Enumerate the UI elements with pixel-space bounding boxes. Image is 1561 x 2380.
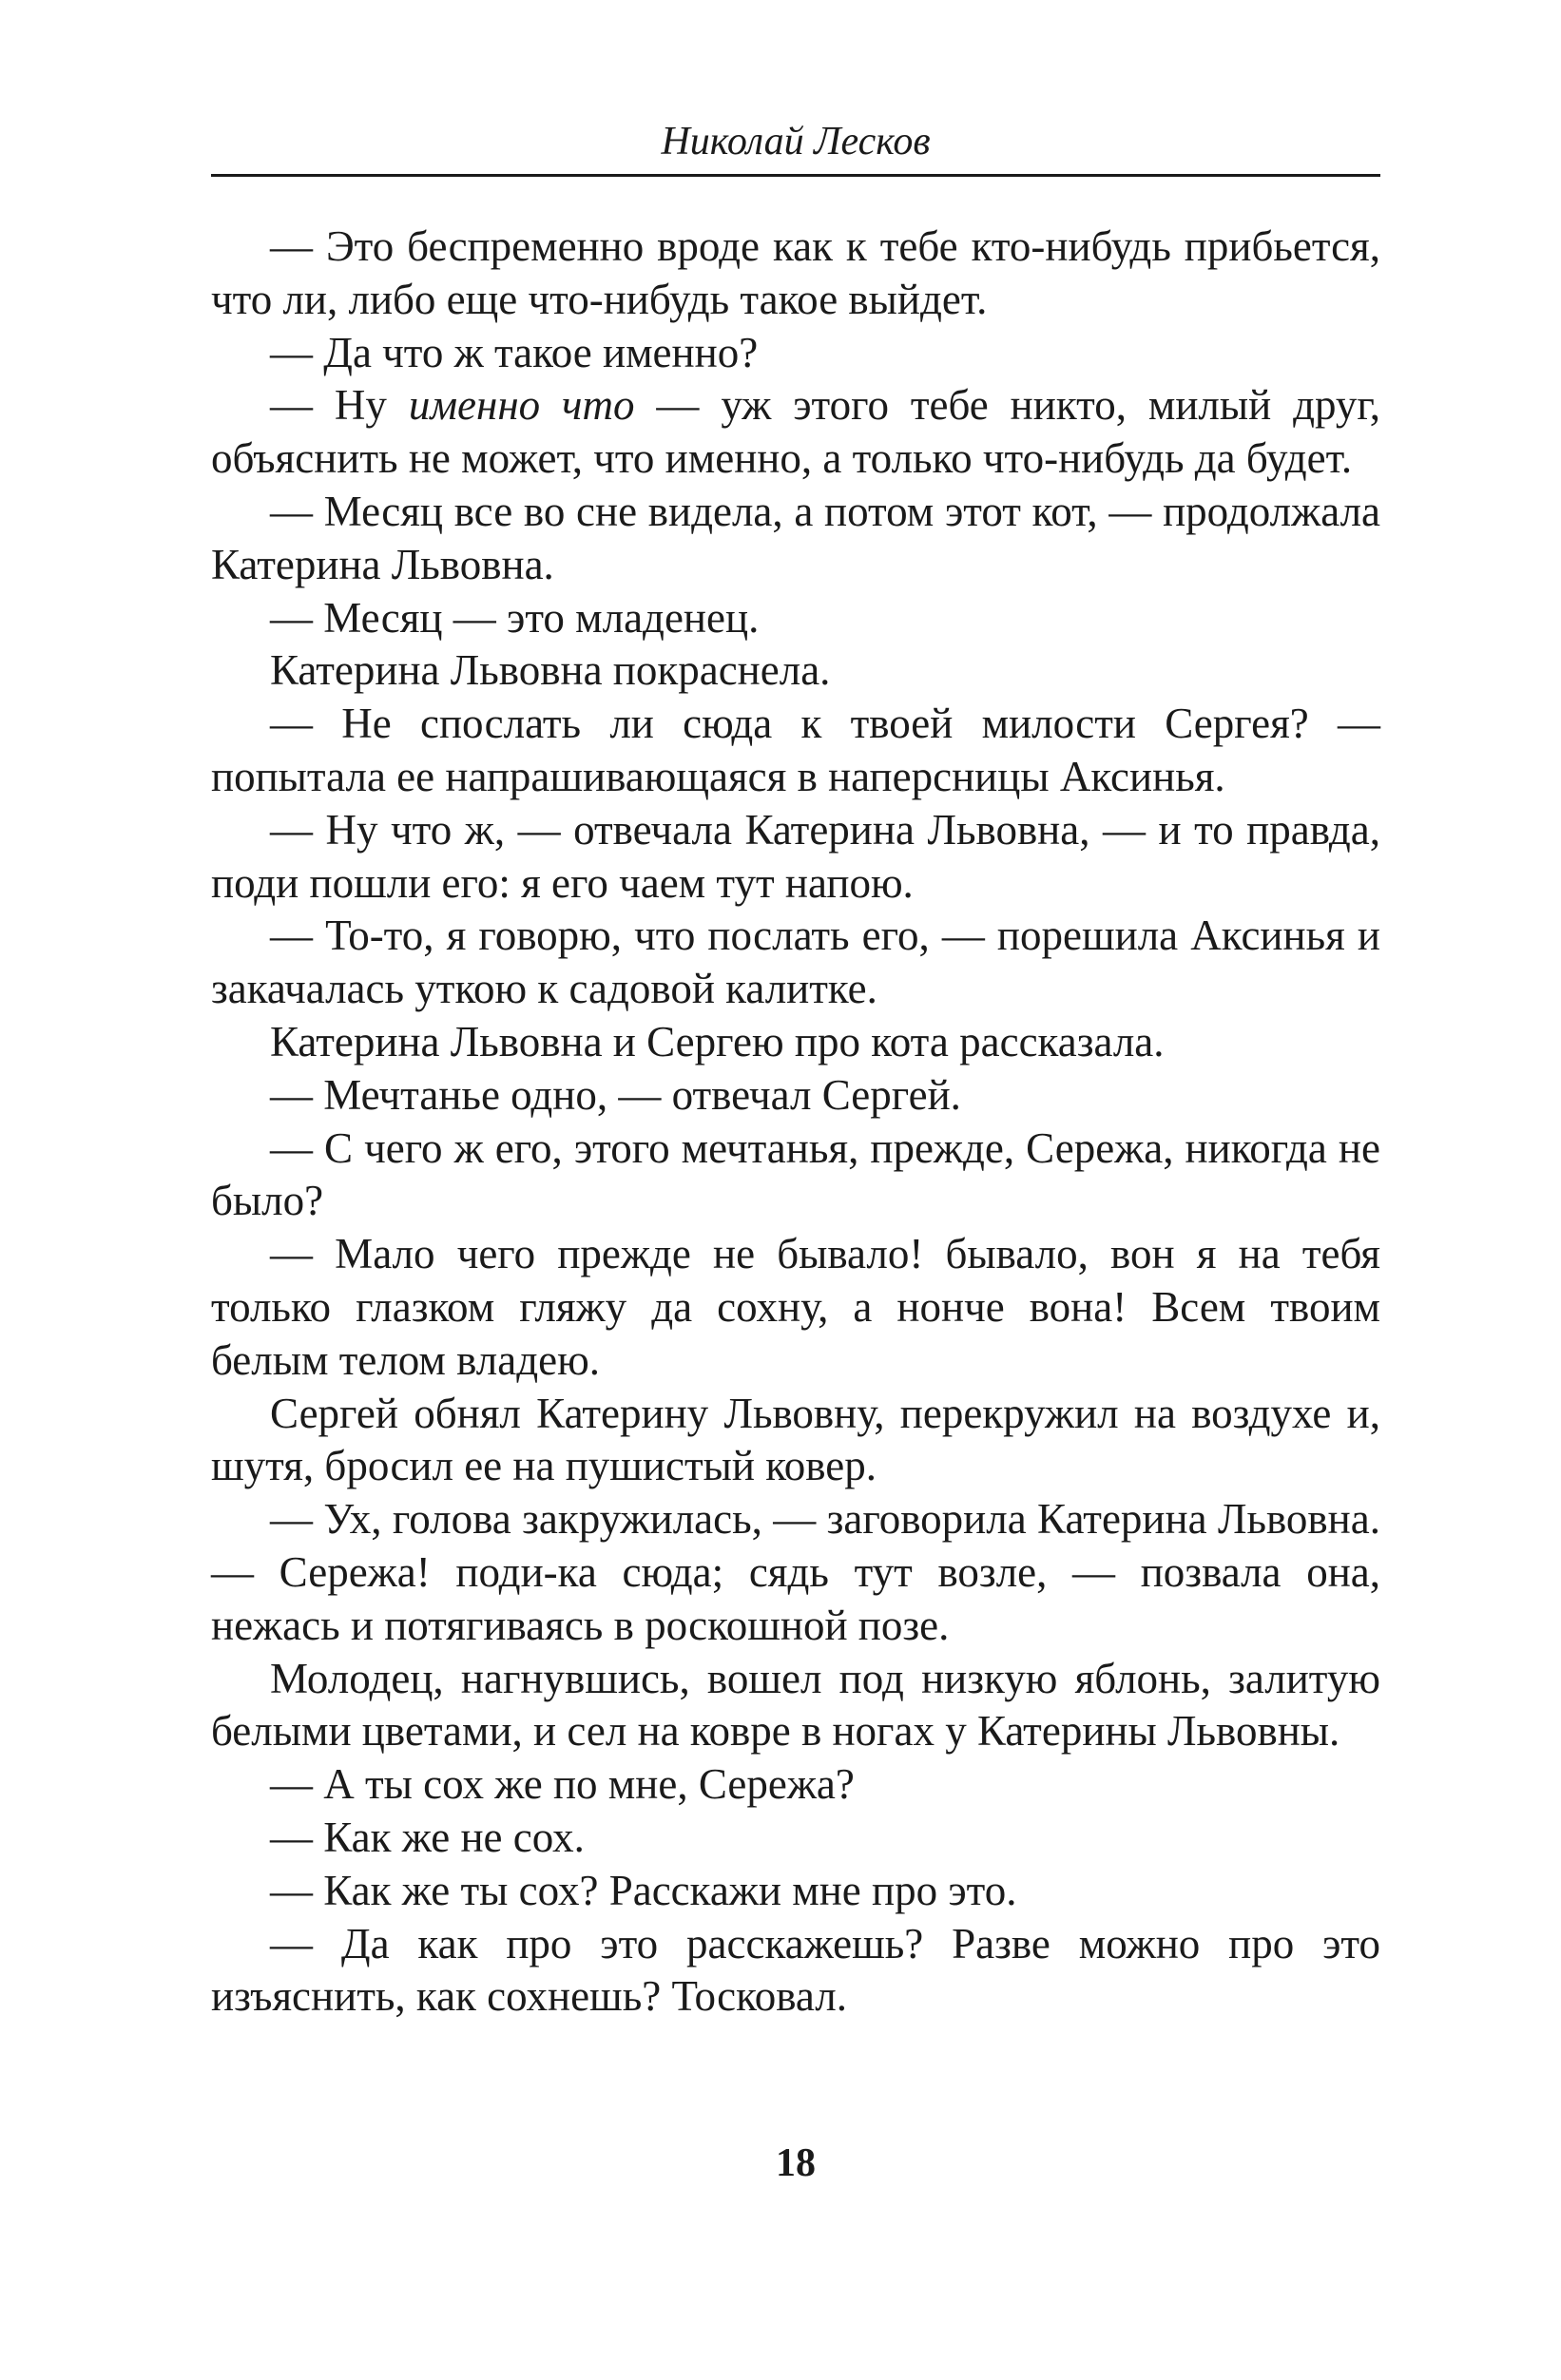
paragraph: Молодец, нагнувшись, вошел под низкую яблонь, залитую белыми цветами, и сел на ковре в ногах у Катерины Львовны. bbox=[211, 1654, 1380, 1756]
paragraph: — Да что ж такое именно? bbox=[270, 328, 759, 376]
text-run: — Ну bbox=[270, 381, 409, 430]
body-text bbox=[211, 221, 1380, 2024]
paragraph: — Месяц — это младенец. bbox=[270, 593, 760, 642]
paragraph: Катерина Львовна покраснела. bbox=[270, 646, 831, 695]
paragraph: — Да как про это расскажешь? Разве можно про это изъяснить, как сохнешь? Тосковал. bbox=[211, 1919, 1380, 2021]
paragraph: — Мало чего прежде не бывало! бывало, вон я на тебя только глазком гляжу да сохну, а нонче вона! Всем твоим белым телом владею. bbox=[211, 1230, 1380, 1384]
italic-emphasis: именно что bbox=[408, 381, 635, 430]
paragraph bbox=[211, 379, 1380, 486]
paragraph: Сергей обнял Катерину Львовну, перекружил на воздухе и, шутя, бросил ее на пушистый ковер. bbox=[211, 1389, 1380, 1490]
page-number: 18 bbox=[776, 2141, 816, 2185]
paragraph: — Не спослать ли сюда к твоей милости Сергея? — попытала ее напрашивающаяся в наперсницы Аксинья. bbox=[211, 700, 1380, 800]
running-head: Николай Лесков bbox=[661, 120, 931, 163]
paragraph: — Ну что ж, — отвечала Катерина Львовна, — и то правда, поди пошли его: я его чаем тут напою. bbox=[211, 805, 1380, 907]
header-rule bbox=[211, 174, 1380, 177]
paragraph: — Как же ты сох? Расскажи мне про это. bbox=[270, 1866, 1017, 1914]
paragraph: — То-то, я говорю, что послать его, — порешила Аксинья и закачалась уткою к садовой калитке. bbox=[211, 912, 1380, 1013]
paragraph: — Это беспременно вроде как к тебе кто-нибудь прибьется, что ли, либо еще что-нибудь такое выйдет. bbox=[211, 222, 1380, 323]
paragraph: — А ты сох же по мне, Сережа? bbox=[270, 1760, 855, 1809]
paragraph: — Месяц все во сне видела, а потом этот кот, — продолжала Катерина Львовна. bbox=[211, 487, 1380, 588]
paragraph: — Ух, голова закружилась, — заговорила Катерина Львовна. — Сережа! поди-ка сюда; сядь тут возле, — позвала она, нежась и потягиваясь в роскошной позе. bbox=[211, 1495, 1380, 1649]
paragraph: Катерина Львовна и Сергею про кота рассказала. bbox=[270, 1017, 1165, 1065]
text-run: — уж этого тебе никто, милый друг, объяснить не может, что именно, а только что-нибудь да будет. bbox=[211, 381, 1381, 483]
paragraph: — С чего ж его, этого мечтанья, прежде, Сережа, никогда не было? bbox=[211, 1123, 1380, 1225]
paragraph: — Мечтанье одно, — отвечал Сергей. bbox=[270, 1070, 961, 1119]
paragraph: — Как же не сох. bbox=[270, 1813, 585, 1861]
